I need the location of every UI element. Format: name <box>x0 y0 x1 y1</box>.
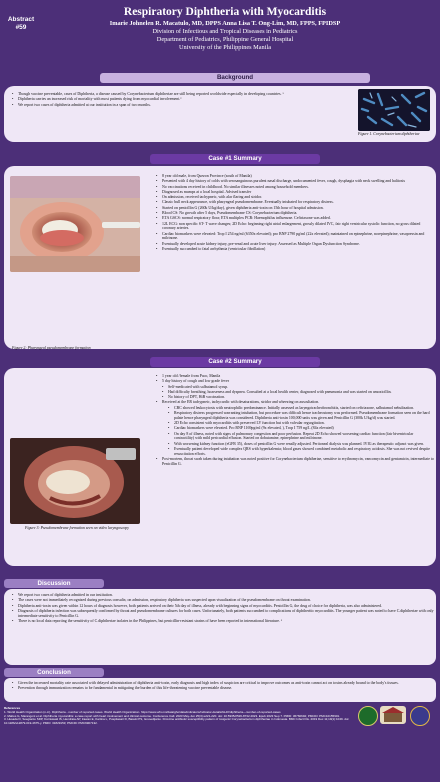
figure-1-caption: Figure 1. Corynebacterium diphtheriae <box>358 132 420 136</box>
case1-list <box>154 174 434 252</box>
list-item: • Eventually developed acute kidney injury, pre-renal and acute liver injury. Assessed as Multiple Organ Dysfunction Syndrome. <box>162 242 434 247</box>
background-list <box>10 92 348 108</box>
reference-item: 2. Mattos G, Marangoni et al. Diphtheria myocarditis: a case report with heart involvement and clinical outcome. Conference Call. 2023 May-Jun 25(3):e221-220. doi: 10.5935/2526-8732.2023. Epub 2023 Sep 7. PMID: 36760692; PMCID: PMC10155901. <box>4 713 341 718</box>
discussion-heading: Discussion <box>4 579 104 588</box>
authors: Imarie Johnelen R. Macatulo, MD, DPPS Anna Lisa T. Ong-Lim, MD, FPPS, FPIDSP <box>109 20 341 27</box>
list-item: • Cardiac biomarkers were elevated. Pro BNP 1169pg/ml (9x elevated, ), Trop I 759 ng/L (84x elevated) <box>174 426 434 431</box>
reference-item: 1. World Health Organization (n.d.). Diphtheria - number of reported cases. World Health Organization. https://www.who.int/data/gho/data/indicators/indicator-details/GHO/diphtheria---number-of-reported-cases <box>4 709 281 714</box>
case2-list <box>154 374 434 467</box>
list-item: • Given the increased mortality rate associated with delayed administration of diphtheria anti-toxin, early diagnosis and high index of suspicion are critical to improve outcomes as anti-toxin cannot act on toxins already bound to the body's tissues. <box>18 681 438 686</box>
bacteria-illustration <box>358 89 430 131</box>
conclusion-list <box>10 681 438 692</box>
bacteria-image <box>358 89 430 131</box>
list-item: • Though vaccine preventable, cases of Diphtheria, a disease caused by Corynebacterium diphtheriae are still being reported worldwide especially in developing countries. ¹ <box>18 92 348 97</box>
laryngoscopy-illustration <box>10 438 140 524</box>
list-item: • Post-mortem, throat swab taken during intubation was noted positive for Corynebacterium diphtheriae, sensitive to erythromycin, vancomycin and gentamicin, intermediate to Penicillin G. <box>162 457 434 466</box>
pharynx-photo <box>10 176 140 272</box>
conclusion-panel <box>4 678 436 702</box>
figure-3-caption: Figure 3: Pseudomembrane formation seen on video laryngoscopy <box>25 526 129 530</box>
case2-heading: Case #2 Summary <box>150 357 320 367</box>
list-item: • Eventually succumbed to fatal arrhythmia (ventricular fibrillation) <box>162 247 434 252</box>
list-item: • With worsening kidney function (eGFR 35), doses of penicillin G were renally adjusted. Peritoneal dialysis was planned. IVIG as therapeutic adjunct was given. <box>174 442 434 447</box>
pgh-logo-icon <box>380 706 406 724</box>
list-item: • Diagnosed as mumps at a local hospital. Advised transfer <box>162 190 434 195</box>
list-item: • No history of DPT, HiB vaccination. <box>168 395 434 400</box>
department-seal-icon <box>410 706 430 726</box>
discussion-list <box>10 593 438 624</box>
list-item: • Respiratory distress progressed warranting intubation, but procedure was difficult hence tracheostomy was performed. Pseudomembrane formation seen on the hard palate hence pharyngeal diphtheria was considered. Diphtheria anti-toxin 100,000 units was given and Penicillin G (300k U/kg/d) was started. <box>174 411 434 420</box>
list-item: • No vaccinations received in childhood. No similar illnesses noted among household members. <box>162 185 434 190</box>
background-header-wrap <box>100 73 370 85</box>
list-item: • Self-medicated with salbutamol syrup. <box>168 385 434 390</box>
list-item: • On admission, received tachypneic, with alar flaring and stridor. <box>162 195 434 200</box>
list-item: • Classic bull neck appearance, with pharyngeal pseudomembrane. Eventually intubated for respiratory distress. <box>162 200 434 205</box>
list-item: • 12L ECG: non specific ST- T wave changes; 2D Echo: beginning right atrial enlargement, grossly dilated IVC, fair right ventricular systolic function, no gross dilated coronary arteries. <box>162 222 434 231</box>
list-item: • 2D Echo consistent with myocarditis with preserved LV function but with valvular regurgitation. <box>174 421 434 426</box>
conclusion-heading: Conclusion <box>4 668 104 677</box>
references-heading: References <box>4 706 21 710</box>
poster-title: Respiratory Diphtheria with Myocarditis <box>123 6 327 18</box>
discussion-header-wrap <box>4 579 104 588</box>
list-item: • We report two cases of diphtheria admitted in our institution. <box>18 593 438 598</box>
background-heading: Background <box>100 73 370 83</box>
discussion-panel <box>4 589 436 665</box>
case2-panel <box>4 368 436 566</box>
reference-item: 3. Husada D, Soegianto SDP, Kurniawati IS, Hendrata AP, Irawan E, Kartina L, Puspitasari D, Basuki PS, Ismoedijanto. First-line antibiotic susceptibility pattern of toxigenic Corynebacterium diphtheriae in Indonesia. BMC Infect Dis. 2019 Dec 11;19(1):1049. doi: 10.1186/s12879-019-4675-y. PMID: 31829153; PMCID: PMC6907132. <box>4 717 350 726</box>
list-item: • Diagnosis of diphtheria infection was subsequently confirmed by throat and pseudomembrane cultures for both cases. Unfortunately, both patients succumbed to complications of diphtheritic myocarditis. The younger patient was noted to have C.diphtheriae with only intermediate sensitivity to Penicillin G. <box>18 609 438 618</box>
list-item: • Had difficulty breathing, hoarseness and dyspnea. Consulted at a local health center, diagnosed with pneumonia and was started on amoxicillin. <box>168 390 434 395</box>
figure-2-caption: Figure 2: Pharyngeal pseudomembrane formation <box>12 346 91 350</box>
case1-header-wrap <box>150 154 320 164</box>
department: Department of Pediatrics, Philippine General Hospital <box>156 36 294 43</box>
list-item: • Presented with 4 day history of colds with serosanguinous purulent nasal discharge, undocumented fever, cough, dysphagia with neck swelling and halitosis <box>162 179 434 184</box>
list-item: • Diphtheria anti-toxin was given within 12 hours of diagnosis however, both patients arrived on their 5th day of illness, already with beginning signs of myocarditis. Penicillin G, the drug of choice for diphtheria, was also administered. <box>18 604 438 609</box>
laryngoscopy-photo <box>10 438 140 524</box>
list-item: • Started on penicillin G (260k U/kg/day), given diphtheria anti-toxin on 15th hour of hospital admission. <box>162 206 434 211</box>
abstract-number: #59 <box>15 24 27 31</box>
list-item: • 1 year old /female from Paco, Manila <box>162 374 434 379</box>
list-item: • There is no local data reporting the sensitivity of C.diphtheriae isolates in the Philippines, but penicillin-resistant strains of have been reported in international literature. ³ <box>18 619 438 624</box>
references <box>4 707 354 726</box>
case1-heading: Case #1 Summary <box>150 154 320 164</box>
list-item: • CBC showed leukocytosis with neutrophilic predominance. Initially assessed as laryngotracheobronchitis, started on ceftriaxone, salbutamol nebulization. <box>174 406 434 411</box>
list-item: • On day 8 of illness, noted with signs of pulmonary congestion and poor perfusion. Repeat 2D Echo showed worsening cardiac function (fair biventricular contractility) with mild pericardial effusion. Started on dobutamine, epinephrine and milrinone. <box>174 432 434 441</box>
list-item: • ETA GSCS: normal respiratory flora; ETA multiplex PCR: Haemophilus influenzae. Ceftriaxone was added. <box>162 216 434 221</box>
abstract-label: Abstract <box>7 16 35 23</box>
conclusion-header-wrap <box>4 668 104 677</box>
university: University of the Philippines Manila <box>179 44 271 51</box>
list-item: • Blood CS: No growth after 5 days, Pseudomembrane CS: Corynebacterium diphtheria. <box>162 211 434 216</box>
list-item: • 5 day history of cough and low grade fever <box>162 379 434 384</box>
division: Division of Infectious and Tropical Diseases in Pediatrics <box>152 28 298 35</box>
pharynx-illustration <box>10 176 140 272</box>
list-item: • The cases were not immediately recognized during previous consults; on admission, respiratory diphtheria was suspected upon visualization of the pseudomembrane on throat examination. <box>18 598 438 603</box>
list-item: • Diphtheria carries an increased risk of mortality with most patients dying from myocardial involvement.² <box>18 97 348 102</box>
up-manila-logo-icon <box>358 706 378 726</box>
list-item: • Received at the ER tachypneic, tachycardic with desaturations, stridor and wheezing on auscultation. <box>162 400 434 405</box>
list-item: • Cardiac biomarkers were elevated: Trop I 254 ng/ml (6350x elevated); pro BNP 2790 pg/ml (22x elevated); maintained on epinephrine, norepinephrine, vasopressin and milrinone. <box>162 232 434 241</box>
list-item: • 8 year old male, from Quezon Province (south of Manila) <box>162 174 434 179</box>
list-item: • Eventually patient developed wide complex QRS with hyperkalemia; blood gases showed combined metabolic and respiratory acidosis. She was not revived despite resuscitation efforts. <box>174 447 434 456</box>
abstract-tag <box>5 16 37 32</box>
case1-panel <box>4 166 436 349</box>
list-item: • We report two cases of diphtheria admitted at our institution in a span of two months. <box>18 103 348 108</box>
case2-header-wrap <box>150 357 320 367</box>
list-item: • Prevention through immunization remains to be fundamental in mitigating the burden of this life-threatening vaccine preventable disease. <box>18 686 438 691</box>
background-panel <box>4 86 436 142</box>
